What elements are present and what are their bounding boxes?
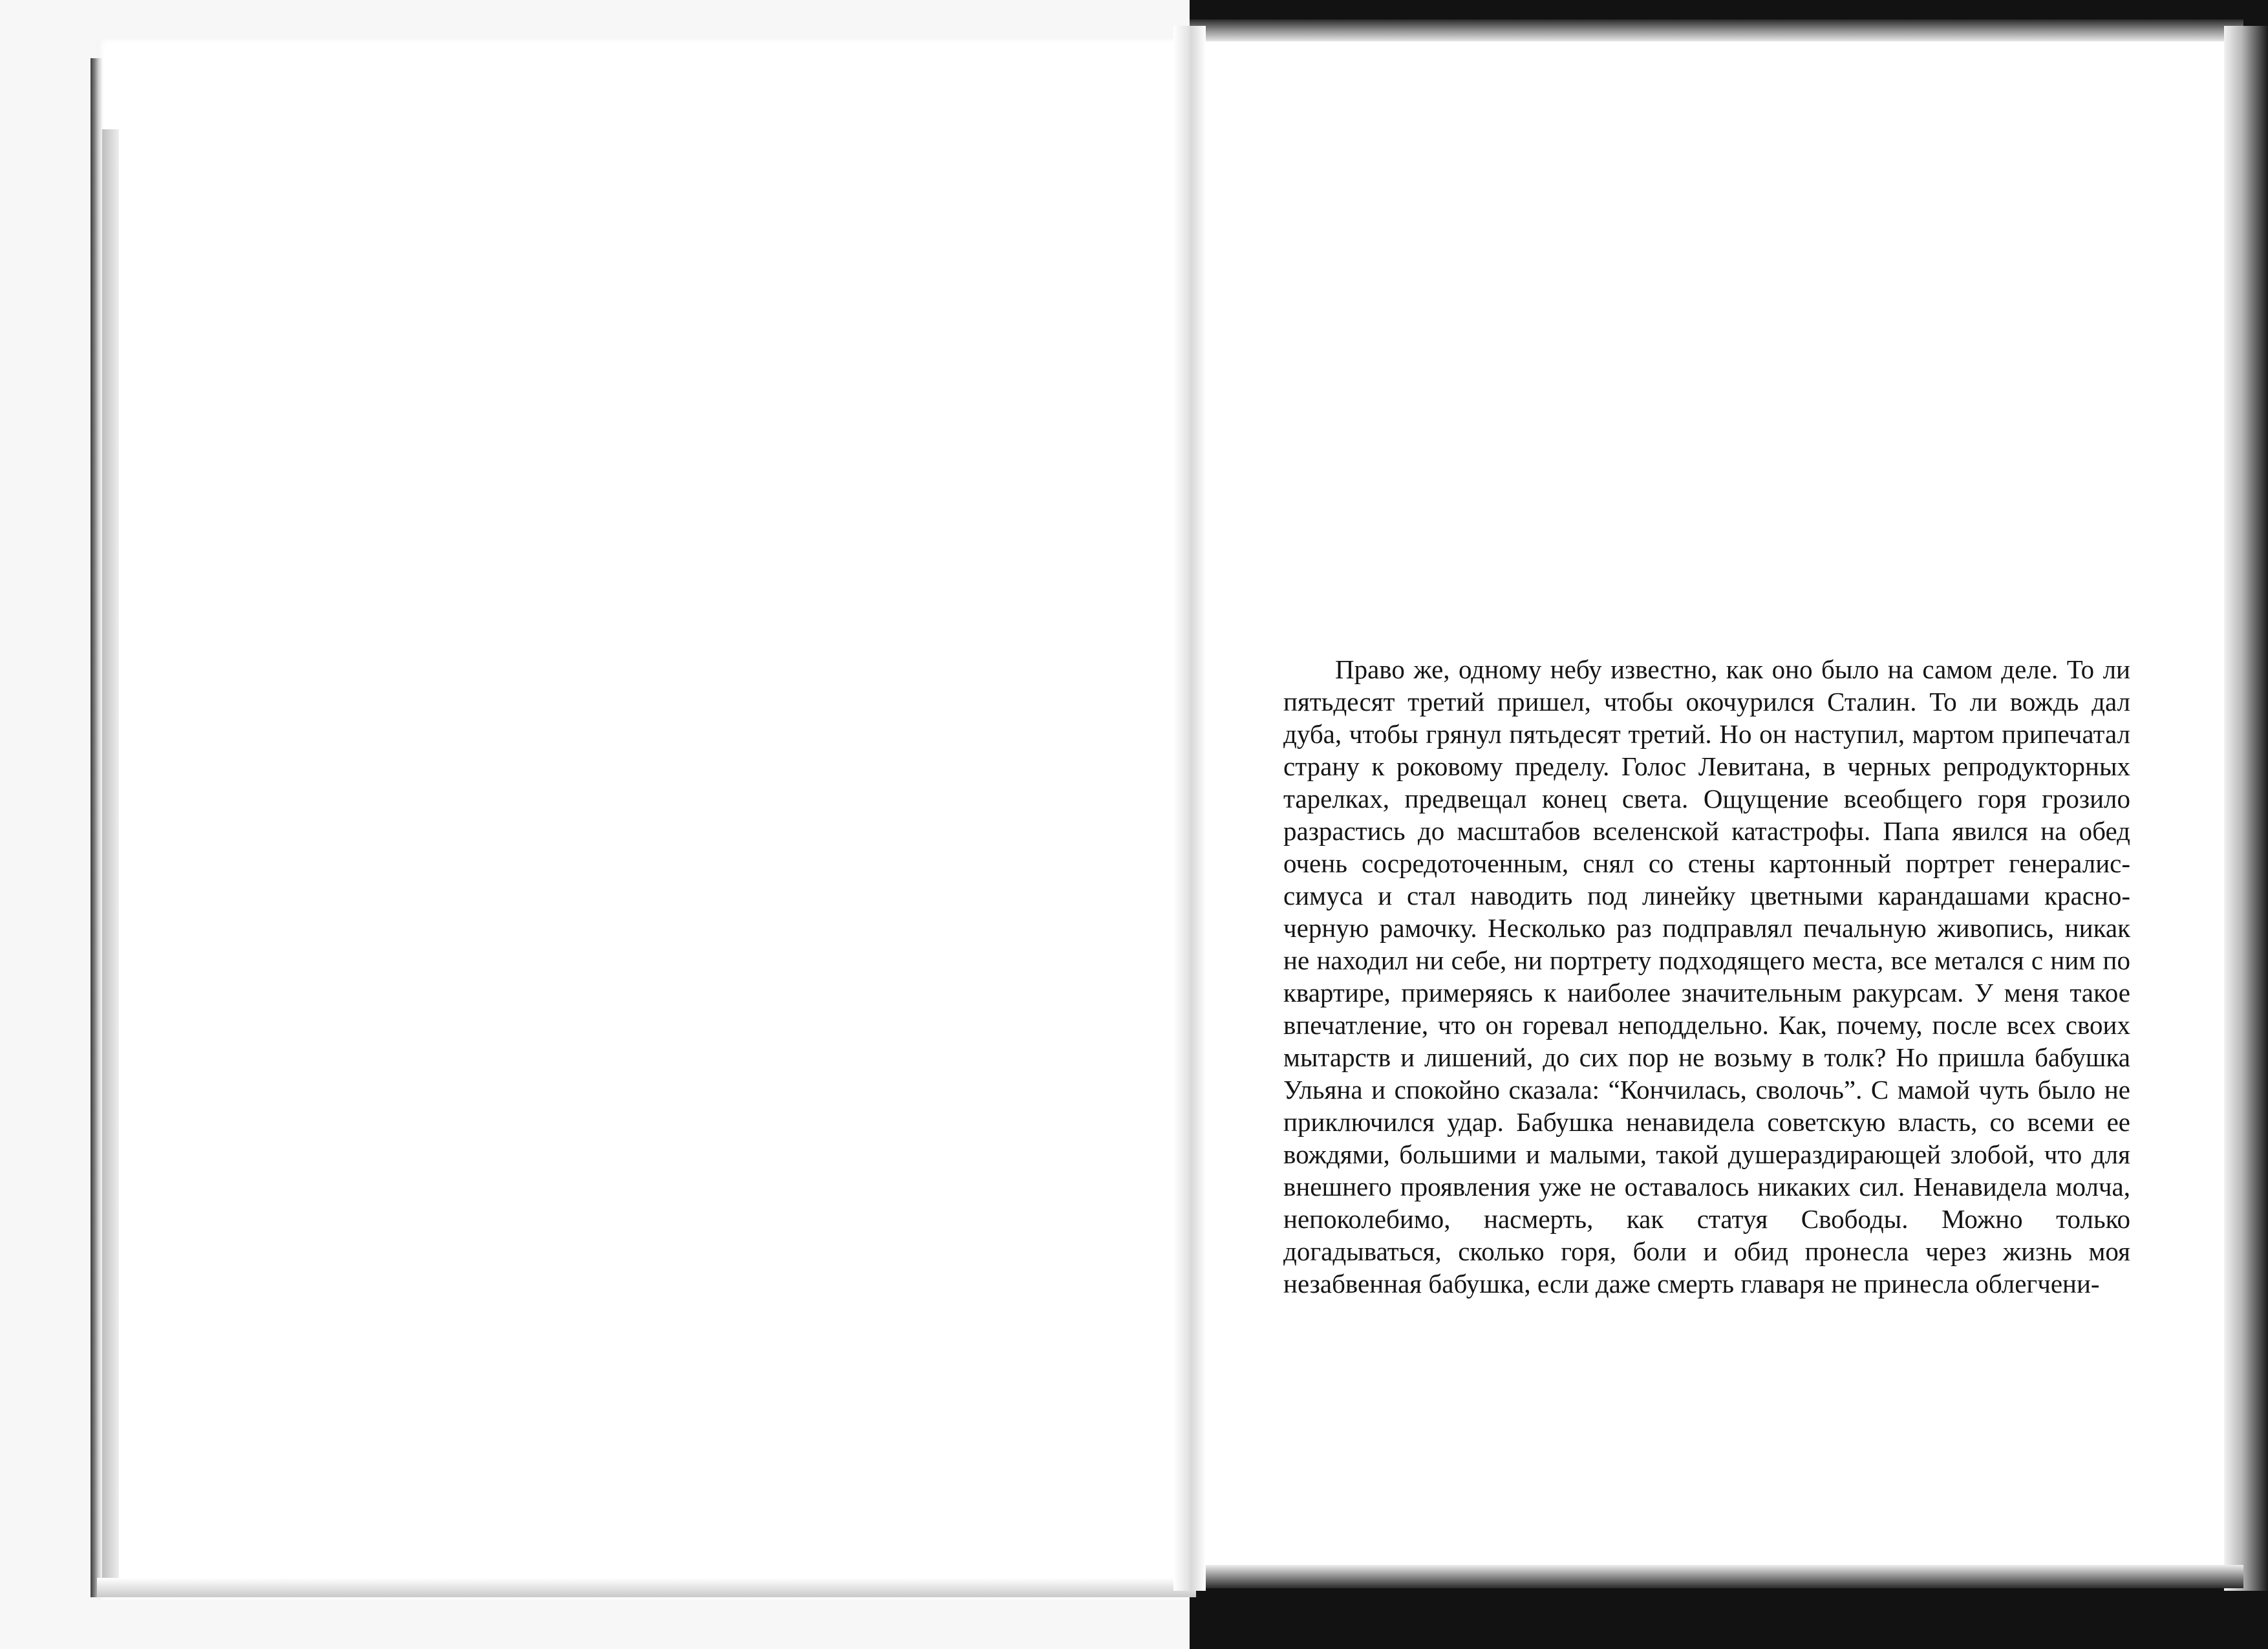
left-page-blank xyxy=(97,39,1190,1600)
right-page-fore-edge xyxy=(2224,26,2268,1591)
body-paragraph: Право же, одному небу известно, как оно было на самом деле. То ли пятьдесят третий пришел, чтобы окочурился Сталин. То ли вождь дал дуба, чтобы грянул пятьдесят третий. Но он наступил, мартом припечатал страну к роковому пределу. Голос Левитана, в черных репродукторных тарелках, предвещал конец света. Ощущение всеобщего горя грозило разрастись до масштабов вселенской катастрофы. Папа явился на обед очень сосредоточенным, снял со стены картонный портрет генералиссимуса и стал наводить под линейку цветными карандашами красно-черную рамочку. Несколько раз подправлял печальную живопись, никак не находил ни себе, ни портрету подходящего места, все метался с ним по квартире, примеряясь к наиболее значительным ракурсам. У меня такое впечатление, что он горевал неподдельно. Как, почему, после всех своих мытарств и лишений, до сих пор не возьму в толк? Но пришла бабушка Ульяна и спокойно сказала: “Кончилась, сволочь”. С мамой чуть было не приключился удар. Бабушка ненавидела советскую власть, со всеми ее вождями, большими и малыми, такой душераздирающей злобой, что для внешнего проявления уже не оставалось никаких сил. Ненавидела молча, непоколебимо, насмерть, как статуя Свободы. Можно только догадываться, сколько горя, боли и обид пронесла через жизнь моя незабвенная бабушка, если даже смерть главаря не принесла облегчени- xyxy=(1283,654,2130,1299)
left-page-bottom-shadow xyxy=(97,1578,1196,1597)
book-gutter xyxy=(1173,26,1206,1591)
left-page-edges xyxy=(91,58,102,1597)
left-page-edges-inner xyxy=(102,129,119,1591)
right-page-text xyxy=(1283,653,2130,1300)
right-page-top-edge xyxy=(1190,19,2243,41)
right-page-bottom-edge xyxy=(1190,1565,2243,1588)
